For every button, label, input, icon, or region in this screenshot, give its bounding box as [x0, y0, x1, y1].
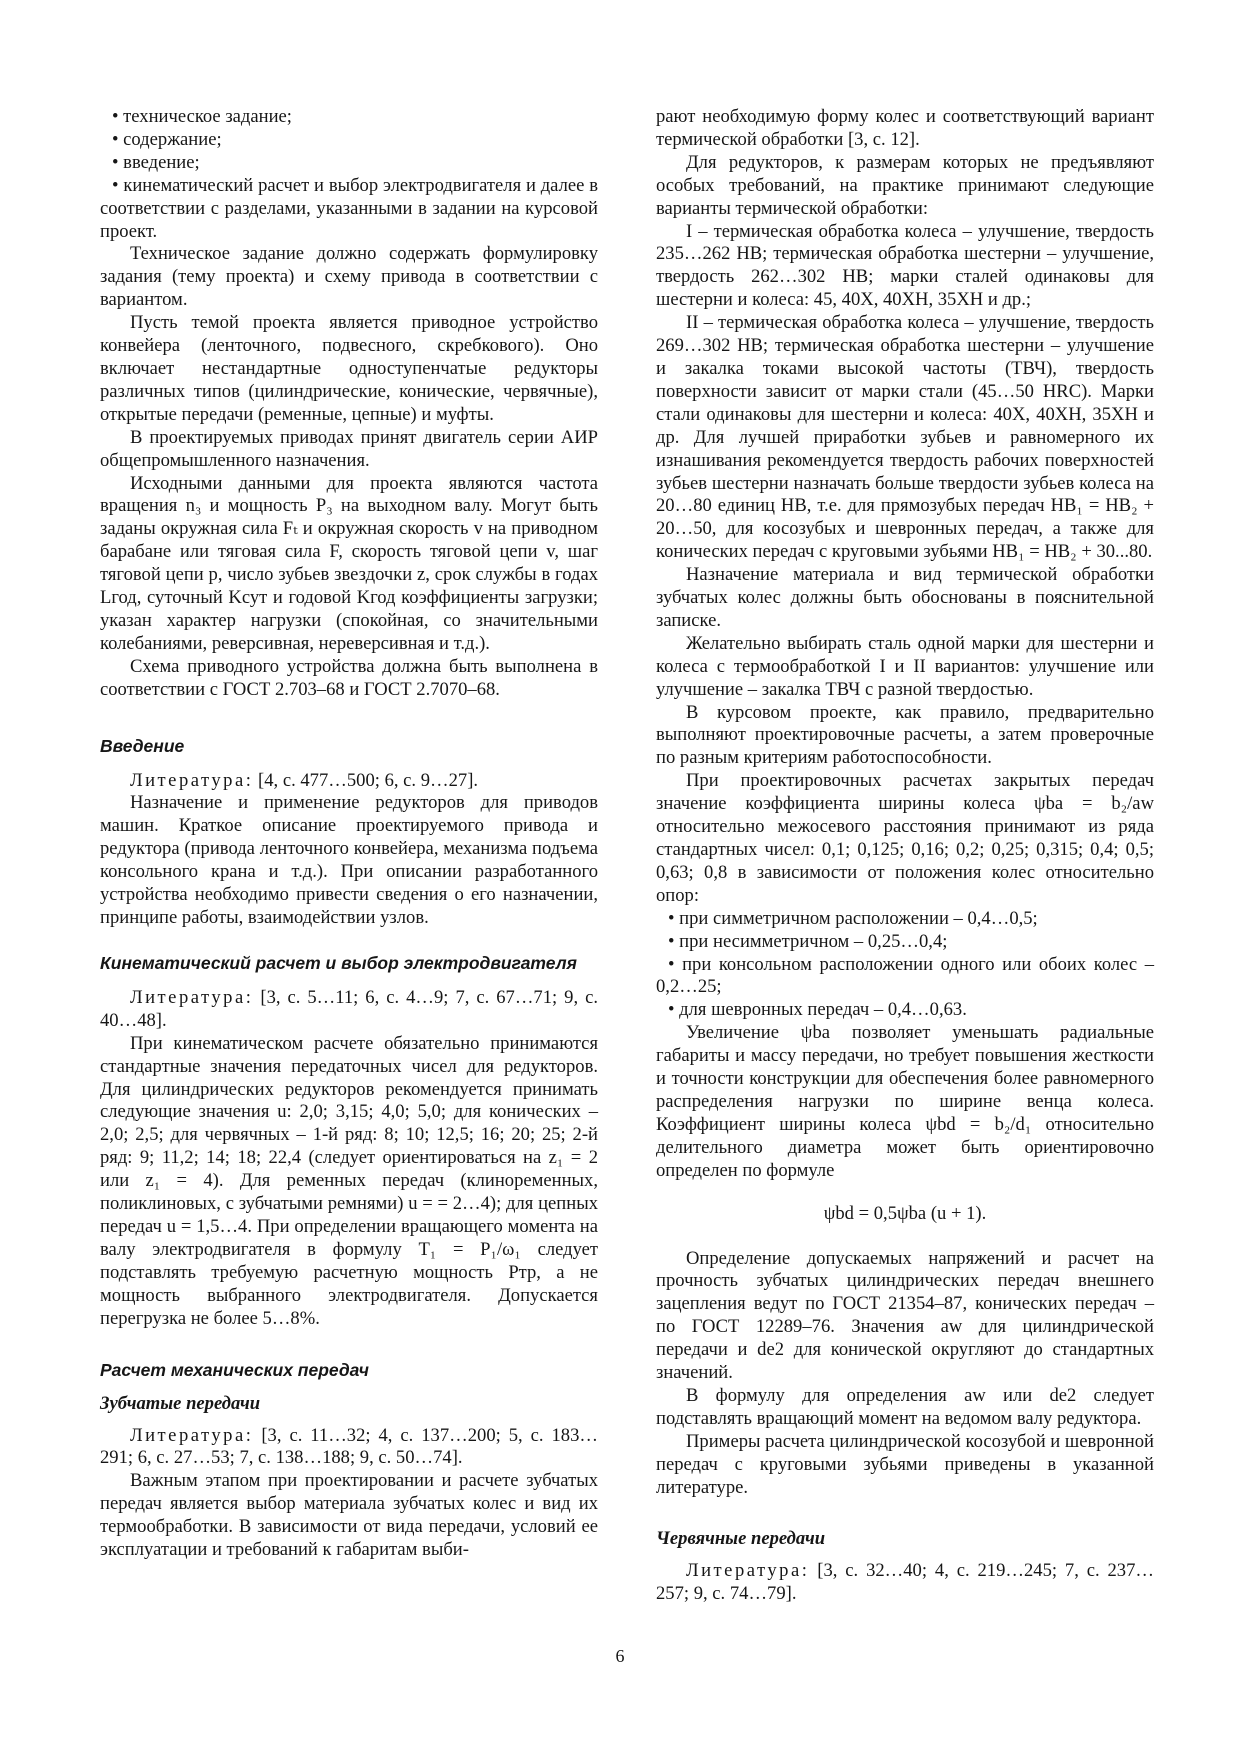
bullet-item: • кинематический расчет и выбор электродвигателя и далее в соответствии с разделами, указанными в задании на курсовой проект. — [100, 175, 598, 244]
section-heading-kinematics: Кинематический расчет и выбор электродвигателя — [100, 952, 577, 973]
literature-line — [100, 1425, 598, 1471]
bullet-item: • для шевронных передач – 0,4…0,63. — [656, 999, 1154, 1022]
literature-label: Литература: — [130, 1424, 254, 1446]
literature-refs: [4, с. 477…500; 6, с. 9…27]. — [253, 769, 479, 791]
literature-line — [100, 770, 598, 793]
bullet-item: • техническое задание; — [100, 106, 598, 129]
literature-label: Литература: — [130, 769, 254, 791]
paragraph: В формулу для определения aw или de2 следует подставлять вращающий момент на ведомом валу редуктора. — [656, 1384, 1154, 1429]
bullet-item: • введение; — [100, 152, 598, 175]
bullet-item: • содержание; — [100, 129, 598, 152]
paragraph: рают необходимую форму колес и соответствующий вариант термической обработки [3, с. 12]. — [656, 106, 1154, 150]
paragraph: II – термическая обработка колеса – улучшение, твердость 269…302 НВ; термическая обработка шестерни – улучшение и закалка токами высокой частоты (ТВЧ), твердость поверхности зависит от марки стали (45…50 HRC). Марки стали одинаковы для шестерни и колеса: 40Х, 40ХН, 35ХН и др. Для лучшей приработки зубьев и равномерного их изнашивания рекомендуется твердость рабочих поверхностей зубьев шестерни назначать больше твердости зубьев колеса на 20…80 единиц НВ, т.е. для прямозубых передач НВ₁ = НВ₂ + 20…50, для косозубых и шевронных передач, а также для конических передач с круговыми зубьями НВ₁ = НВ₂ + 30...80. — [656, 312, 1154, 563]
bullet-item: • при несимметричном – 0,25…0,4; — [656, 931, 1154, 954]
paragraph: Исходными данными для проекта являются частота вращения n₃ и мощность P₃ на выходном валу. Могут быть заданы окружная сила Fₜ и окружная скорость v на приводном барабане или тяговая сила F, скорость тяговой цепи v, шаг тяговой цепи p, число зубьев звездочки z, срок службы в годах Lгод, суточный Kсут и годовой Kгод коэффициенты загрузки; указан характер нагрузки (спокойная, со значительными колебаниями, реверсивная, нереверсивная и т.д.). — [100, 472, 598, 654]
page-number: 6 — [615, 1646, 625, 1666]
paragraph: Назначение и применение редукторов для приводов машин. Краткое описание проектируемого привода и редуктора (привода ленточного конвейера, механизма подъема консольного крана и т.д.). При описании разработанного устройства необходимо привести сведения о его назначении, принципе работы, взаимодействии узлов. — [100, 792, 598, 928]
bullet-item: • при симметричном расположении – 0,4…0,5; — [656, 908, 1154, 931]
paragraph: При проектировочных расчетах закрытых передач значение коэффициента ширины колеса ψba = b₂/aw относительно межосевого расстояния принимают из ряда стандартных чисел: 0,1; 0,125; 0,16; 0,2; 0,25; 0,315; 0,4; 0,5; 0,63; 0,8 в зависимости от положения колес относительно опор: — [656, 770, 1154, 906]
paragraph: Важным этапом при проектировании и расчете зубчатых передач является выбор материала зубчатых колес и вид их термообработки. В зависимости от вида передачи, условий ее эксплуатации и требований к габаритам выби- — [100, 1470, 598, 1561]
paragraph: Для редукторов, к размерам которых не предъявляют особых требований, на практике принимают следующие варианты термической обработки: — [656, 151, 1154, 219]
literature-refs: [3, с. 5…11; 6, с. 4…9; 7, с. 67…71; 9, с. 40…48]. — [100, 986, 598, 1031]
literature-label: Литература: — [130, 986, 254, 1008]
paragraph: В курсовом проекте, как правило, предварительно выполняют проектировочные расчеты, а затем проверочные по разным критериям работоспособности. — [656, 701, 1154, 769]
subsection-heading-worm: Червячные передачи — [656, 1528, 826, 1550]
paragraph: Увеличение ψba позволяет уменьшать радиальные габариты и массу передачи, но требует повышения жесткости и точности конструкции для обеспечения более равномерного распределения нагрузки по ширине венца колеса. Коэффициент ширины колеса ψbd = b₂/d₁ относительно делительного диаметра может быть ориентировочно определен по формуле — [656, 1022, 1154, 1181]
section-heading-intro: Введение — [100, 735, 185, 756]
paragraph: Примеры расчета цилиндрической косозубой и шевронной передач с круговыми зубьями приведены в указанной литературе. — [656, 1430, 1154, 1498]
formula: ψbd = 0,5ψba (u + 1). — [823, 1202, 987, 1224]
literature-line — [100, 987, 598, 1033]
paragraph: Определение допускаемых напряжений и расчет на прочность зубчатых цилиндрических передач внешнего зацепления ведут по ГОСТ 21354–87, конических передач – по ГОСТ 12289–76. Значения aw для цилиндрической передачи и de2 для конической округляют до стандартных значений. — [656, 1247, 1154, 1384]
literature-refs: [3, с. 11…32; 4, с. 137…200; 5, с. 183…291; 6, с. 27…53; 7, с. 138…188; 9, с. 50…74]. — [100, 1424, 598, 1469]
literature-line — [656, 1560, 1154, 1606]
subsection-heading-gears: Зубчатые передачи — [100, 1392, 261, 1414]
paragraph: Желательно выбирать сталь одной марки для шестерни и колеса с термообработкой I и II вариантов: улучшение или улучшение – закалка ТВЧ с разной твердостью. — [656, 632, 1154, 700]
paragraph: Схема приводного устройства должна быть выполнена в соответствии с ГОСТ 2.703–68 и ГОСТ 2.7070–68. — [100, 655, 598, 700]
paragraph: В проектируемых приводах принят двигатель серии АИР общепромышленного назначения. — [100, 426, 598, 471]
paragraph: I – термическая обработка колеса – улучшение, твердость 235…262 НВ; термическая обработка шестерни – улучшение, твердость 262…302 НВ; марки сталей одинаковы для шестерни и колеса: 45, 40Х, 40ХН, 35ХН и др.; — [656, 220, 1154, 311]
literature-label: Литература: — [686, 1560, 810, 1582]
paragraph: Назначение материала и вид термической обработки зубчатых колес должны быть обоснованы в пояснительной записке. — [656, 564, 1154, 631]
section-heading-mechanical: Расчет механических передач — [100, 1359, 369, 1380]
literature-refs: [3, с. 32…40; 4, с. 219…245; 7, с. 237…257; 9, с. 74…79]. — [656, 1560, 1154, 1605]
right-column — [656, 106, 1154, 1606]
bullet-item: • при консольном расположении одного или обоих колес – 0,2…25; — [656, 954, 1154, 1000]
left-column — [100, 106, 598, 1562]
paragraph: Пусть темой проекта является приводное устройство конвейера (ленточного, подвесного, скребкового). Оно включает нестандартные одноступенчатые редукторы различных типов (цилиндрические, конические, червячные), открытые передачи (ременные, цепные) и муфты. — [100, 312, 598, 425]
paragraph: Техническое задание должно содержать формулировку задания (тему проекта) и схему привода в соответствии с вариантом. — [100, 243, 598, 311]
paragraph: При кинематическом расчете обязательно принимаются стандартные значения передаточных чисел для редукторов. Для цилиндрических редукторов рекомендуется принимать следующие значения u: 2,0; 3,15; 4,0; 5,0; для конических – 2,0; 2,5; для червячных – 1-й ряд: 8; 10; 12,5; 16; 20; 25; 2-й ряд: 9; 11,2; 14; 18; 22,4 (следует ориентироваться на z₁ = 2 или z₁ = 4). Для ременных передач (клиноременных, поликлиновых, с зубчатыми ремнями) u = = 2…4); для цепных передач u = 1,5…4. При определении вращающего момента на валу электродвигателя в формулу T₁ = P₁/ω₁ следует подставлять требуемую расчетную мощность Pтр, а не мощность выбранного электродвигателя. Допускается перегрузка не более 5…8%. — [100, 1032, 598, 1329]
